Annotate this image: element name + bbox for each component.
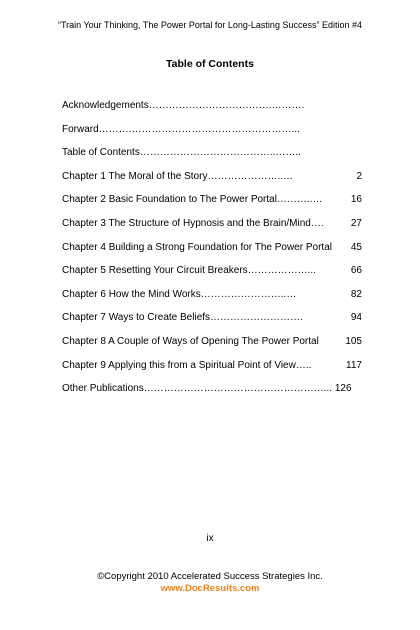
toc-entry-text: Acknowledgements……………………………….………. (62, 100, 305, 111)
toc-entry-page: 16 (350, 194, 362, 206)
website-link[interactable]: www.DocResults.com (160, 583, 260, 594)
toc-entry-text: Chapter 4 Building a Strong Foundation for The Power Portal (62, 241, 332, 253)
toc-entry-page: 82 (350, 288, 362, 300)
copyright-footer: ©Copyright 2010 Accelerated Success Strategies Inc. (97, 571, 323, 582)
toc-entry (62, 238, 362, 262)
toc-entry-text: Table of Contents…………………………………..…….. (62, 147, 301, 159)
toc-entry (62, 285, 362, 309)
running-header: “Train Your Thinking, The Power Portal for Long-Lasting Success” Edition #4 (57, 20, 362, 30)
toc-entry-text: Chapter 7 Ways to Create Beliefs………………………. (62, 312, 303, 324)
table-of-contents (62, 96, 362, 403)
toc-entry-text: Forward……….…………………………………………... (62, 123, 300, 135)
toc-entry (62, 379, 362, 403)
toc-entry-text: Chapter 9 Applying this from a Spiritual Point of View….. (62, 359, 312, 371)
page-number: ix (206, 533, 214, 544)
toc-entry-text: Chapter 6 How the Mind Works……………………..… (62, 288, 297, 300)
toc-entry (62, 308, 362, 332)
toc-entry (62, 96, 362, 120)
toc-entry-text: Chapter 8 A Couple of Ways of Opening The Power Portal (62, 335, 319, 347)
toc-entry (62, 143, 362, 167)
toc-entry (62, 356, 362, 380)
toc-entry-text: Chapter 5 Resetting Your Circuit Breakers………………... (62, 265, 316, 277)
toc-entry-page: 94 (350, 312, 362, 324)
toc-entry-page: 2 (356, 170, 362, 182)
toc-entry (62, 261, 362, 285)
toc-entry-page: 45 (350, 241, 362, 253)
toc-entry (62, 190, 362, 214)
toc-entry-page: 27 (350, 217, 362, 229)
toc-entry (62, 332, 362, 356)
toc-entry-page: 117 (346, 359, 362, 371)
toc-title: Table of Contents (166, 58, 254, 70)
toc-entry (62, 214, 362, 238)
toc-entry-text: Other Publications………………………………………………... 126 (62, 383, 352, 395)
toc-entry-text: Chapter 2 Basic Foundation to The Power Portal………..… (62, 194, 323, 206)
toc-entry-page: 105 (345, 335, 362, 347)
toc-entry (62, 167, 362, 191)
toc-entry (62, 120, 362, 144)
toc-entry-text: Chapter 1 The Moral of the Story…………………..… (62, 170, 294, 182)
toc-entry-text: Chapter 3 The Structure of Hypnosis and the Brain/Mind…. (62, 217, 324, 229)
toc-entry-page: 66 (350, 265, 362, 277)
